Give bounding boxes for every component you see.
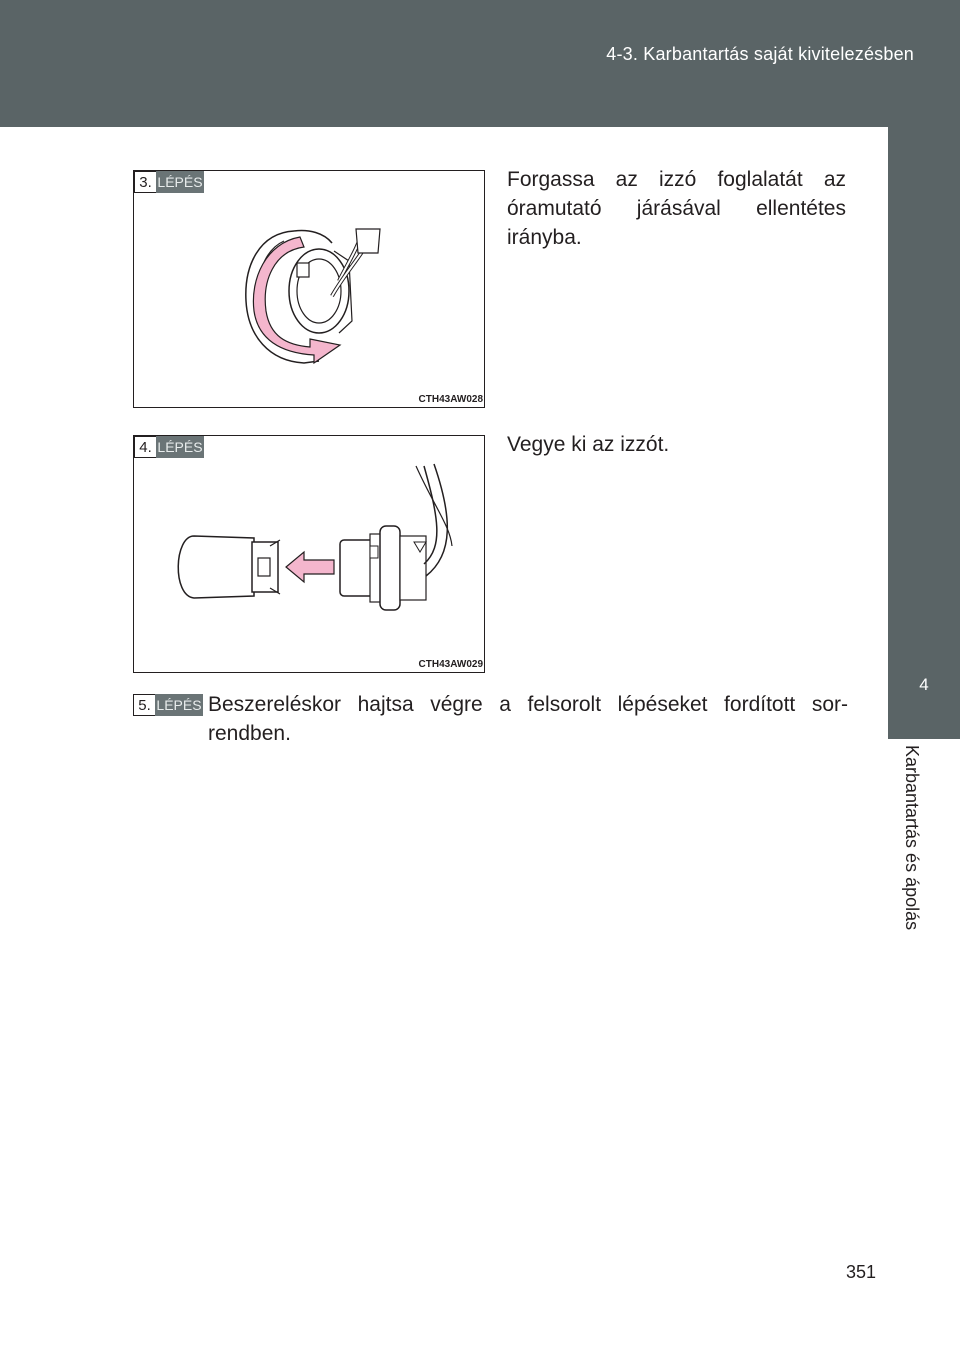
- step-5-text: Beszereléskor hajtsa végre a felsorolt lépéseket fordított sor-rendben.: [208, 693, 848, 745]
- bulb-socket-rotate-illustration: [134, 171, 484, 407]
- page-header: [0, 0, 960, 127]
- chapter-tab: [888, 127, 960, 739]
- step-5-badge: [133, 694, 203, 716]
- step-number: 4.: [134, 436, 156, 458]
- chapter-title: Karbantartás és ápolás: [902, 745, 922, 931]
- step-3-text: Forgassa az izzó foglalatát az óramutató járásával ellentétes irányba.: [507, 168, 846, 249]
- step-4-figure: [133, 435, 485, 673]
- chapter-title-vertical: [898, 745, 948, 965]
- step-badge: [134, 436, 204, 458]
- figure-code: CTH43AW029: [418, 659, 483, 670]
- step-number: 3.: [134, 171, 156, 193]
- section-title: 4-3. Karbantartás saját kivitelezésben: [606, 44, 914, 64]
- step-badge: [134, 171, 204, 193]
- chapter-number: 4: [919, 675, 929, 694]
- figure-code: CTH43AW028: [418, 394, 483, 405]
- step-number: 5.: [133, 694, 155, 716]
- step-4-text: Vegye ki az izzót.: [507, 433, 670, 456]
- page-number: 351: [846, 1262, 877, 1282]
- step-word: LÉPÉS: [156, 171, 204, 193]
- bulb-removal-illustration: [134, 436, 484, 672]
- step-3-figure: [133, 170, 485, 408]
- step-word: LÉPÉS: [155, 694, 203, 716]
- step-word: LÉPÉS: [156, 436, 204, 458]
